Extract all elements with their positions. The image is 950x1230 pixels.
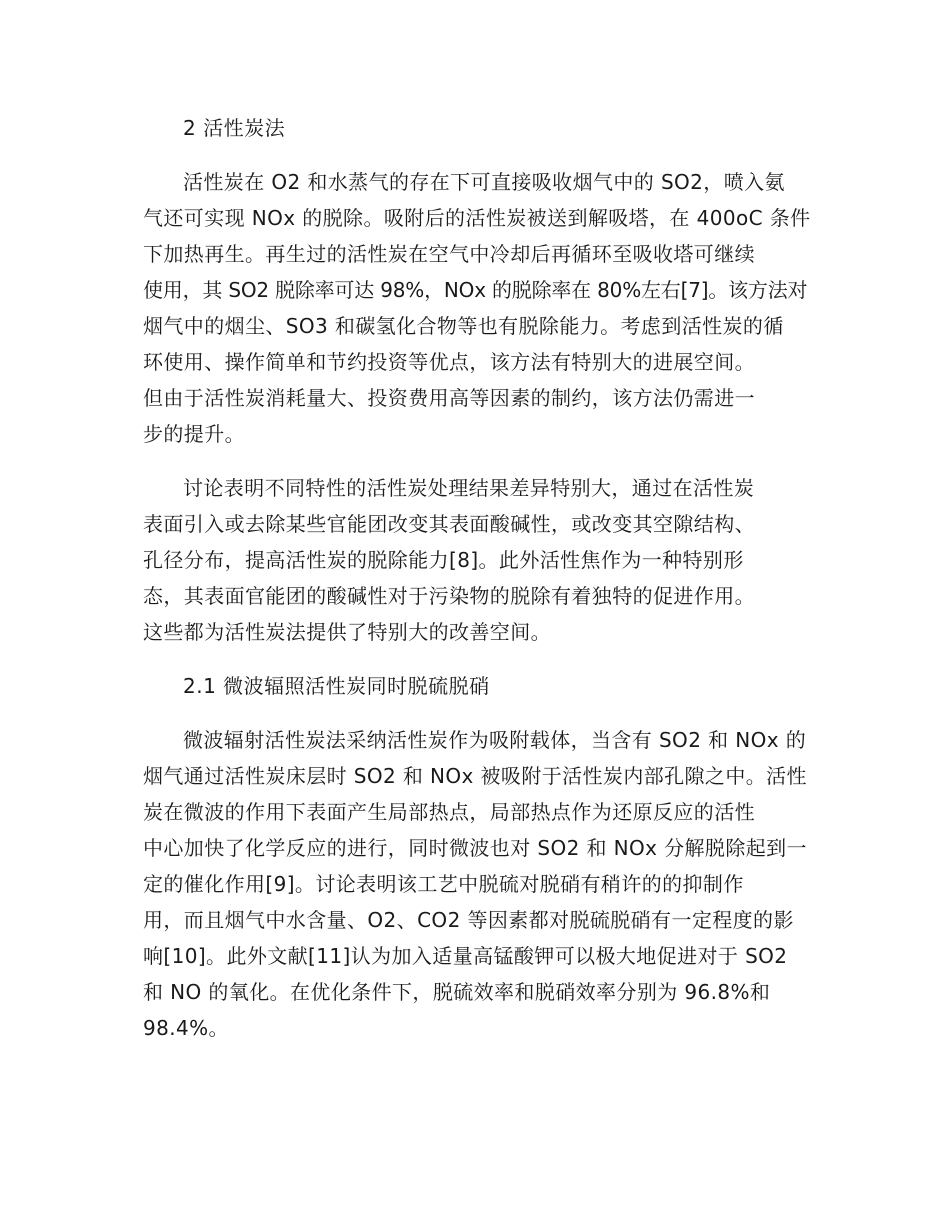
paragraph-line: 98.4%。 bbox=[143, 1016, 229, 1040]
paragraph-activated-carbon-research bbox=[143, 470, 811, 650]
paragraph-line: 使用，其 SO2 脱除率可达 98%，NOx 的脱除率在 80%左右[7]。该方法对 bbox=[143, 278, 808, 302]
paragraph-line: 定的催化作用[9]。讨论表明该工艺中脱硫对脱硝有稍许的的抑制作 bbox=[143, 872, 744, 896]
paragraph-line: 炭在微波的作用下表面产生局部热点，局部热点作为还原反应的活性 bbox=[143, 800, 755, 824]
paragraph-line: 和 NO 的氧化。在优化条件下，脱硫效率和脱硝效率分别为 96.8%和 bbox=[143, 980, 771, 1004]
paragraph-line: 微波辐射活性炭法采纳活性炭作为吸附载体，当含有 SO2 和 NOx 的 bbox=[183, 728, 807, 752]
paragraph-microwave-method bbox=[143, 722, 811, 1046]
paragraph-line: 气还可实现 NOx 的脱除。吸附后的活性炭被送到解吸塔，在 400oC 条件 bbox=[143, 206, 811, 230]
paragraph-line: 但由于活性炭消耗量大、投资费用高等因素的制约，该方法仍需进一 bbox=[143, 386, 755, 410]
paragraph-line: 下加热再生。再生过的活性炭在空气中冷却后再循环至吸收塔可继续 bbox=[143, 242, 755, 266]
paragraph-line: 响[10]。此外文献[11]认为加入适量高锰酸钾可以极大地促进对于 SO2 bbox=[143, 944, 788, 968]
document-body bbox=[143, 110, 811, 1046]
paragraph-line: 环使用、操作简单和节约投资等优点，该方法有特别大的进展空间。 bbox=[143, 350, 755, 374]
paragraph-line: 烟气中的烟尘、SO3 和碳氢化合物等也有脱除能力。考虑到活性炭的循 bbox=[143, 314, 784, 338]
paragraph-line: 这些都为活性炭法提供了特别大的改善空间。 bbox=[143, 620, 551, 644]
subsection-heading-microwave: 2.1 微波辐照活性炭同时脱硫脱硝 bbox=[183, 674, 490, 698]
paragraph-line: 孔径分布，提高活性炭的脱除能力[8]。此外活性焦作为一种特别形 bbox=[143, 548, 744, 572]
paragraph-line: 烟气通过活性炭床层时 SO2 和 NOx 被吸附于活性炭内部孔隙之中。活性 bbox=[143, 764, 807, 788]
paragraph-line: 态，其表面官能团的酸碱性对于污染物的脱除有着独特的促进作用。 bbox=[143, 584, 755, 608]
paragraph-line: 表面引入或去除某些官能团改变其表面酸碱性，或改变其空隙结构、 bbox=[143, 512, 755, 536]
section-heading-activated-carbon: 2 活性炭法 bbox=[183, 116, 286, 140]
paragraph-line: 用，而且烟气中水含量、O2、CO2 等因素都对脱硫脱硝有一定程度的影 bbox=[143, 908, 794, 932]
paragraph-line: 步的提升。 bbox=[143, 422, 245, 446]
paragraph-line: 中心加快了化学反应的进行，同时微波也对 SO2 和 NOx 分解脱除起到一 bbox=[143, 836, 807, 860]
paragraph-activated-carbon-overview bbox=[143, 164, 811, 452]
paragraph-line: 讨论表明不同特性的活性炭处理结果差异特别大，通过在活性炭 bbox=[183, 476, 755, 500]
paragraph-line: 活性炭在 O2 和水蒸气的存在下可直接吸收烟气中的 SO2，喷入氨 bbox=[183, 170, 785, 194]
